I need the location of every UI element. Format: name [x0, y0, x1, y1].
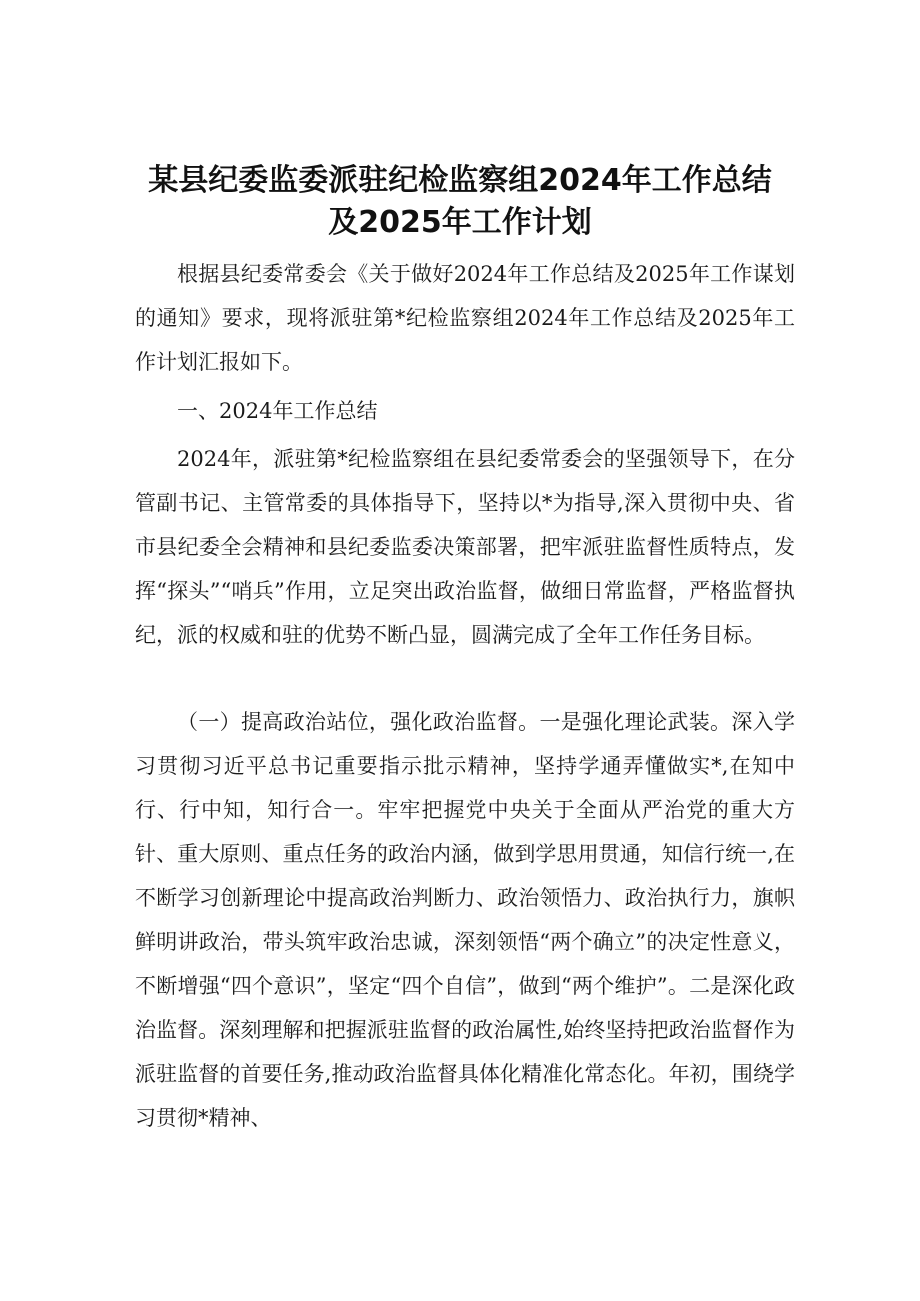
political-supervision-paragraph: （一）提高政治站位，强化政治监督。一是强化理论武装。深入学习贯彻习近平总书记重要指示批示精神，坚持学通弄懂做实*,在知中行、行中知，知行合一。牢牢把握党中央关于全面从严治党的重大方针、重大原则、重点任务的政治内涵，做到学思用贯通，知信行统一,在不断学习创新理论中提高政治判断力、政治领悟力、政治执行力，旗帜鲜明讲政治，带头筑牢政治忠诚，深刻领悟“两个确立”的决定性意义，不断增强“四个意识”，坚定“四个自信”，做到“两个维护”。二是深化政治监督。深刻理解和把握派驻监督的政治属性,始终坚持把政治监督作为派驻监督的首要任务,推动政治监督具体化精准化常态化。年初，围绕学习贯彻*精神、 — [135, 710, 795, 1130]
document-title-line-2: 及2025年工作计划 — [328, 205, 592, 240]
summary-paragraph: 2024年，派驻第*纪检监察组在县纪委常委会的坚强领导下，在分管副书记、主管常委的具体指导下，坚持以*为指导,深入贯彻中央、省市县纪委全会精神和县纪委监委决策部署，把牢派驻监督性质特点，发挥“探头”“哨兵”作用，立足突出政治监督，做细日常监督，严格监督执纪，派的权威和驻的优势不断凸显，圆满完成了全年工作任务目标。 — [135, 447, 795, 647]
intro-paragraph: 根据县纪委常委会《关于做好2024年工作总结及2025年工作谋划的通知》要求，现将派驻第*纪检监察组2024年工作总结及2025年工作计划汇报如下。 — [135, 262, 795, 374]
section-heading: 一、2024年工作总结 — [177, 399, 378, 423]
document-title-line-1: 某县纪委监委派驻纪检监察组2024年工作总结 — [148, 163, 772, 198]
